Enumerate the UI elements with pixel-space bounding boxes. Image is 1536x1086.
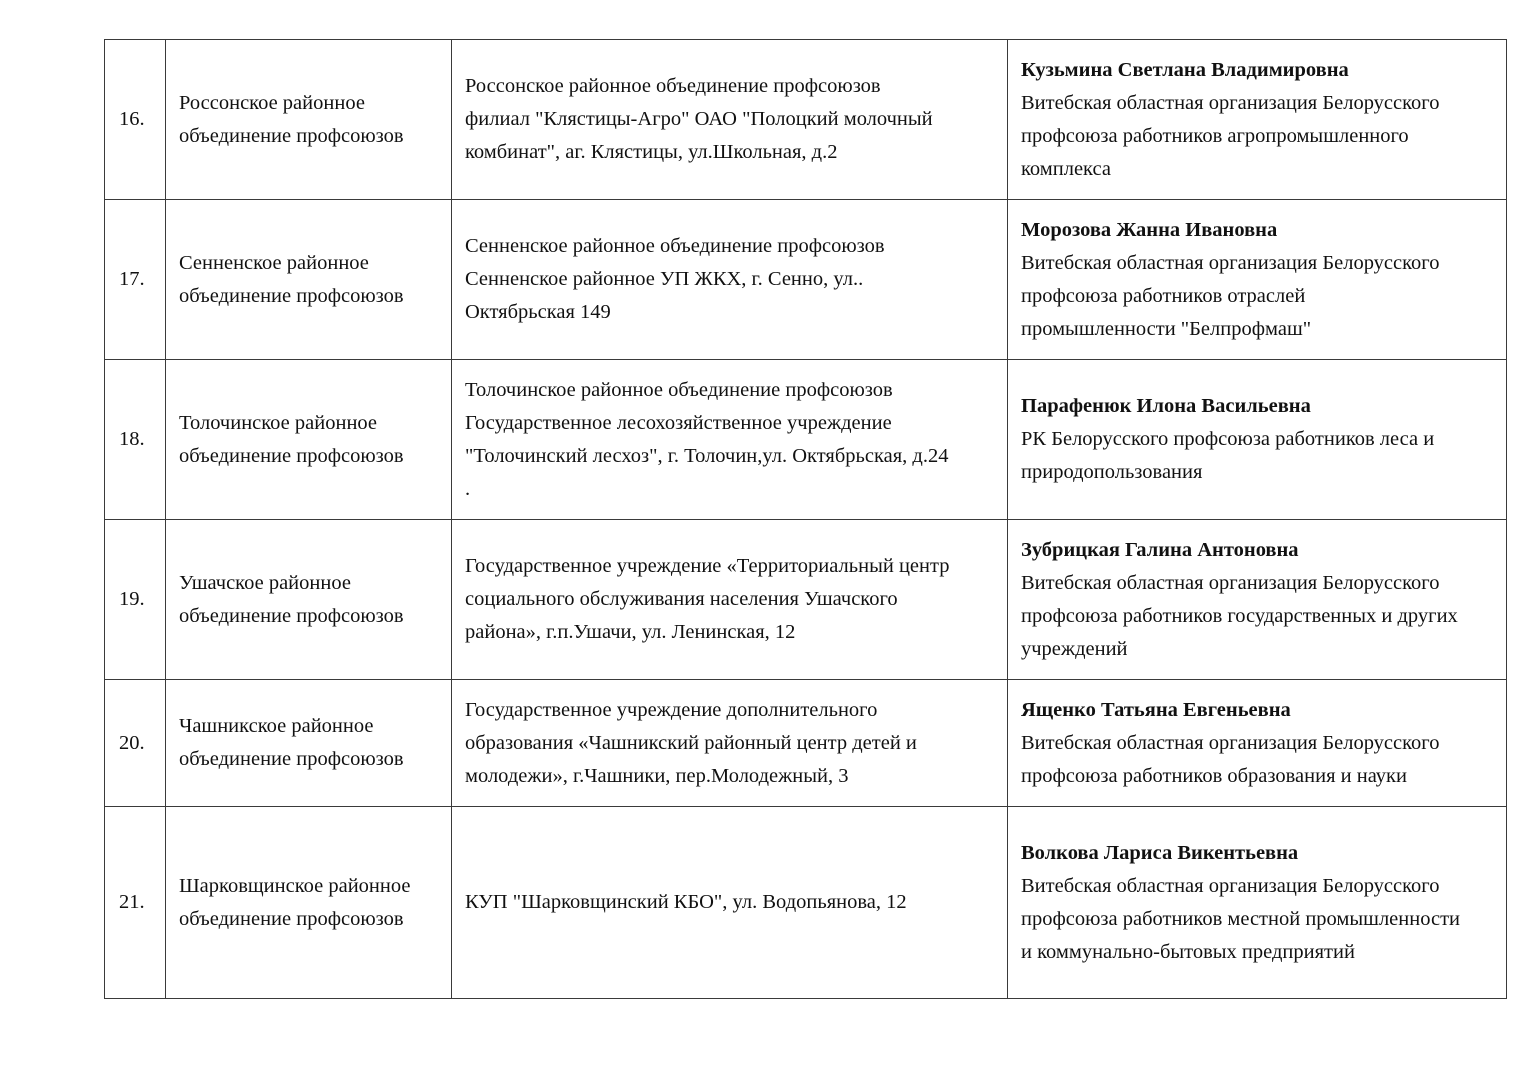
address-cell: Россонское районное объединение профсоюзов филиал "Клястицы-Агро" ОАО "Полоцкий молочный комбинат", аг. Клястицы, ул.Школьная, д.2 [452, 40, 1008, 200]
person-name: Морозова Жанна Ивановна [1021, 218, 1278, 241]
person-name: Волкова Лариса Викентьевна [1021, 841, 1299, 864]
address-cell: Государственное учреждение дополнительного образования «Чашникский районный центр детей и молодежи», г.Чашники, пер.Молодежный, 3 [452, 680, 1008, 807]
address-cell: КУП "Шарковщинский КБО", ул. Водопьянова, 12 [452, 807, 1008, 999]
contact-person-cell: Морозова Жанна Ивановна Витебская областная организация Белорусского профсоюза работников отраслей промышленности "Белпрофмаш" [1008, 200, 1507, 360]
contact-person-cell: Кузьмина Светлана Владимировна Витебская областная организация Белорусского профсоюза работников агропромышленного комплекса [1008, 40, 1507, 200]
address-cell: Государственное учреждение «Территориальный центр социального обслуживания населения Ушачского района», г.п.Ушачи, ул. Ленинская, 12 [452, 520, 1008, 680]
table-row [105, 807, 1507, 999]
row-number: 19. [105, 520, 166, 680]
contact-person-cell: Парафенюк Илона Васильевна РК Белорусского профсоюза работников леса и природопользования [1008, 360, 1507, 520]
district-union-cell: Сенненское районное объединение профсоюзов [166, 200, 452, 360]
address-cell: Толочинское районное объединение профсоюзов Государственное лесохозяйственное учреждение "Толочинский лесхоз", г. Толочин,ул. Октябрьская, д.24 . [452, 360, 1008, 520]
contact-person-cell: Зубрицкая Галина Антоновна Витебская областная организация Белорусского профсоюза работников государственных и других учреждений [1008, 520, 1507, 680]
row-number: 18. [105, 360, 166, 520]
table-row [105, 680, 1507, 807]
trade-union-table [104, 39, 1507, 999]
row-number: 21. [105, 807, 166, 999]
contact-person-cell: Ященко Татьяна Евгеньевна Витебская областная организация Белорусского профсоюза работников образования и науки [1008, 680, 1507, 807]
person-name: Парафенюк Илона Васильевна [1021, 395, 1311, 417]
row-number: 20. [105, 680, 166, 807]
table-row [105, 200, 1507, 360]
table-row [105, 360, 1507, 520]
contact-person-cell: Волкова Лариса Викентьевна Витебская областная организация Белорусского профсоюза работников местной промышленности и коммунально-бытовых предприятий [1008, 807, 1507, 999]
district-union-cell: Россонское районное объединение профсоюзов [166, 40, 452, 200]
district-union-cell: Толочинское районное объединение профсоюзов [166, 360, 452, 520]
district-union-cell: Ушачское районное объединение профсоюзов [166, 520, 452, 680]
row-number: 16. [105, 40, 166, 200]
row-number: 17. [105, 200, 166, 360]
person-name: Кузьмина Светлана Владимировна [1021, 58, 1349, 81]
table-row [105, 40, 1507, 200]
table-row [105, 520, 1507, 680]
address-cell: Сенненское районное объединение профсоюзов Сенненское районное УП ЖКХ, г. Сенно, ул.. Октябрьская 149 [452, 200, 1008, 360]
district-union-cell: Чашникское районное объединение профсоюзов [166, 680, 452, 807]
person-name: Ященко Татьяна Евгеньевна [1021, 698, 1291, 721]
district-union-cell: Шарковщинское районное объединение профсоюзов [166, 807, 452, 999]
person-name: Зубрицкая Галина Антоновна [1021, 538, 1299, 561]
